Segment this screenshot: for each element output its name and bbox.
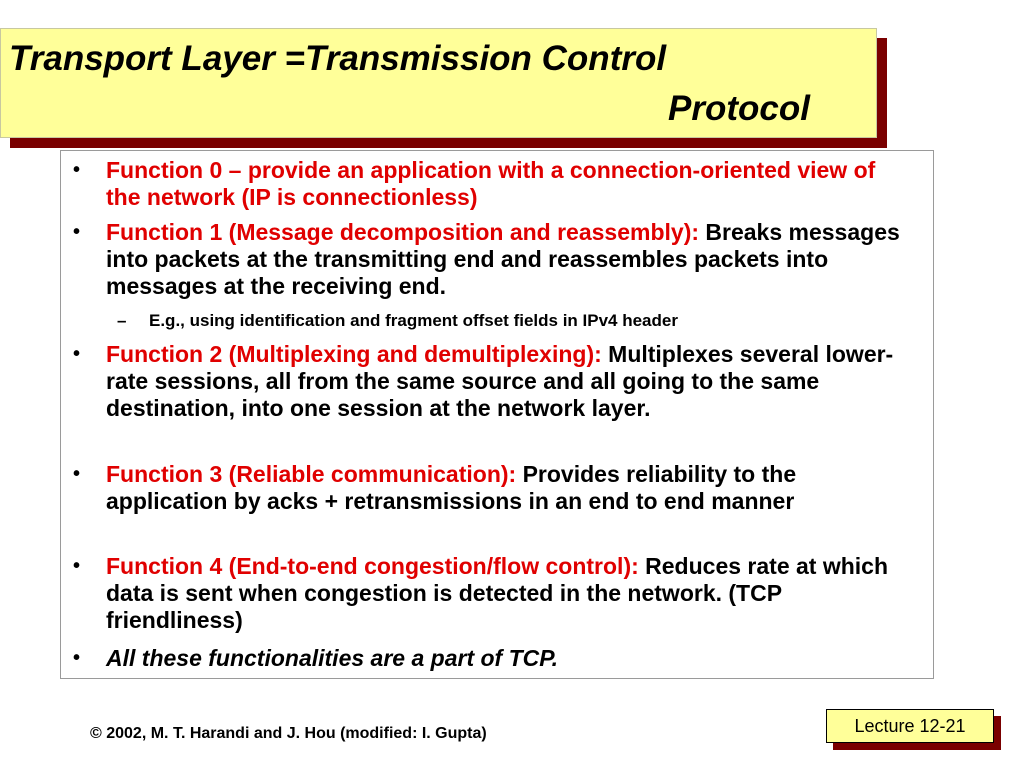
slide-title-line-1: Transport Layer =Transmission Control — [9, 39, 667, 78]
function-2-description: Multiplexes several lower-rate sessions, all from the same source and all going to the same destination, into one session at the network layer. — [106, 341, 894, 421]
bullet-item-summary — [73, 645, 913, 672]
bullet-text — [106, 157, 913, 211]
slide-title-box — [0, 28, 877, 138]
bullet-text — [106, 219, 913, 300]
bullet-icon: • — [73, 555, 81, 577]
lecture-number-badge: Lecture 12-21 — [826, 709, 994, 743]
content-box — [60, 150, 934, 679]
bullet-text — [106, 461, 913, 515]
summary-description: All these functionalities are a part of TCP. — [106, 645, 559, 671]
bullet-item-function-3 — [73, 461, 913, 515]
bullet-item-function-1 — [73, 219, 913, 300]
bullet-text — [106, 553, 913, 634]
bullet-icon: • — [73, 221, 81, 243]
function-3-description: Provides reliability to the application by acks + retransmissions in an end to end manner — [106, 461, 797, 514]
function-4-description: Reduces rate at which data is sent when congestion is detected in the network. (TCP friendliness) — [106, 553, 889, 633]
function-1-description: Breaks messages into packets at the transmitting end and reassembles packets into messages at the receiving end. — [106, 219, 900, 299]
function-2-heading: Function 2 (Multiplexing and demultiplexing): — [106, 341, 602, 367]
function-4-heading: Function 4 (End-to-end congestion/flow control): — [106, 553, 639, 579]
bullet-item-function-4 — [73, 553, 913, 634]
slide-title-line-2: Protocol — [668, 89, 810, 128]
function-0-heading: Function 0 – provide an application with a connection-oriented view of the network (IP is connectionless) — [106, 157, 876, 210]
bullet-text — [106, 341, 913, 422]
bullet-icon: • — [73, 647, 81, 669]
bullet-icon: • — [73, 343, 81, 365]
summary-text — [106, 645, 913, 672]
bullet-item-function-2 — [73, 341, 913, 422]
sub-bullet-text: E.g., using identification and fragment offset fields in IPv4 header — [149, 311, 678, 330]
bullet-icon: • — [73, 463, 81, 485]
function-3-heading: Function 3 (Reliable communication): — [106, 461, 517, 487]
bullet-item-function-0 — [73, 157, 913, 211]
bullet-icon: • — [73, 159, 81, 181]
sub-bullet-item — [117, 311, 897, 331]
footer-copyright: © 2002, M. T. Harandi and J. Hou (modified: I. Gupta) — [90, 725, 487, 742]
function-1-heading: Function 1 (Message decomposition and reassembly): — [106, 219, 700, 245]
dash-icon: – — [117, 311, 127, 330]
